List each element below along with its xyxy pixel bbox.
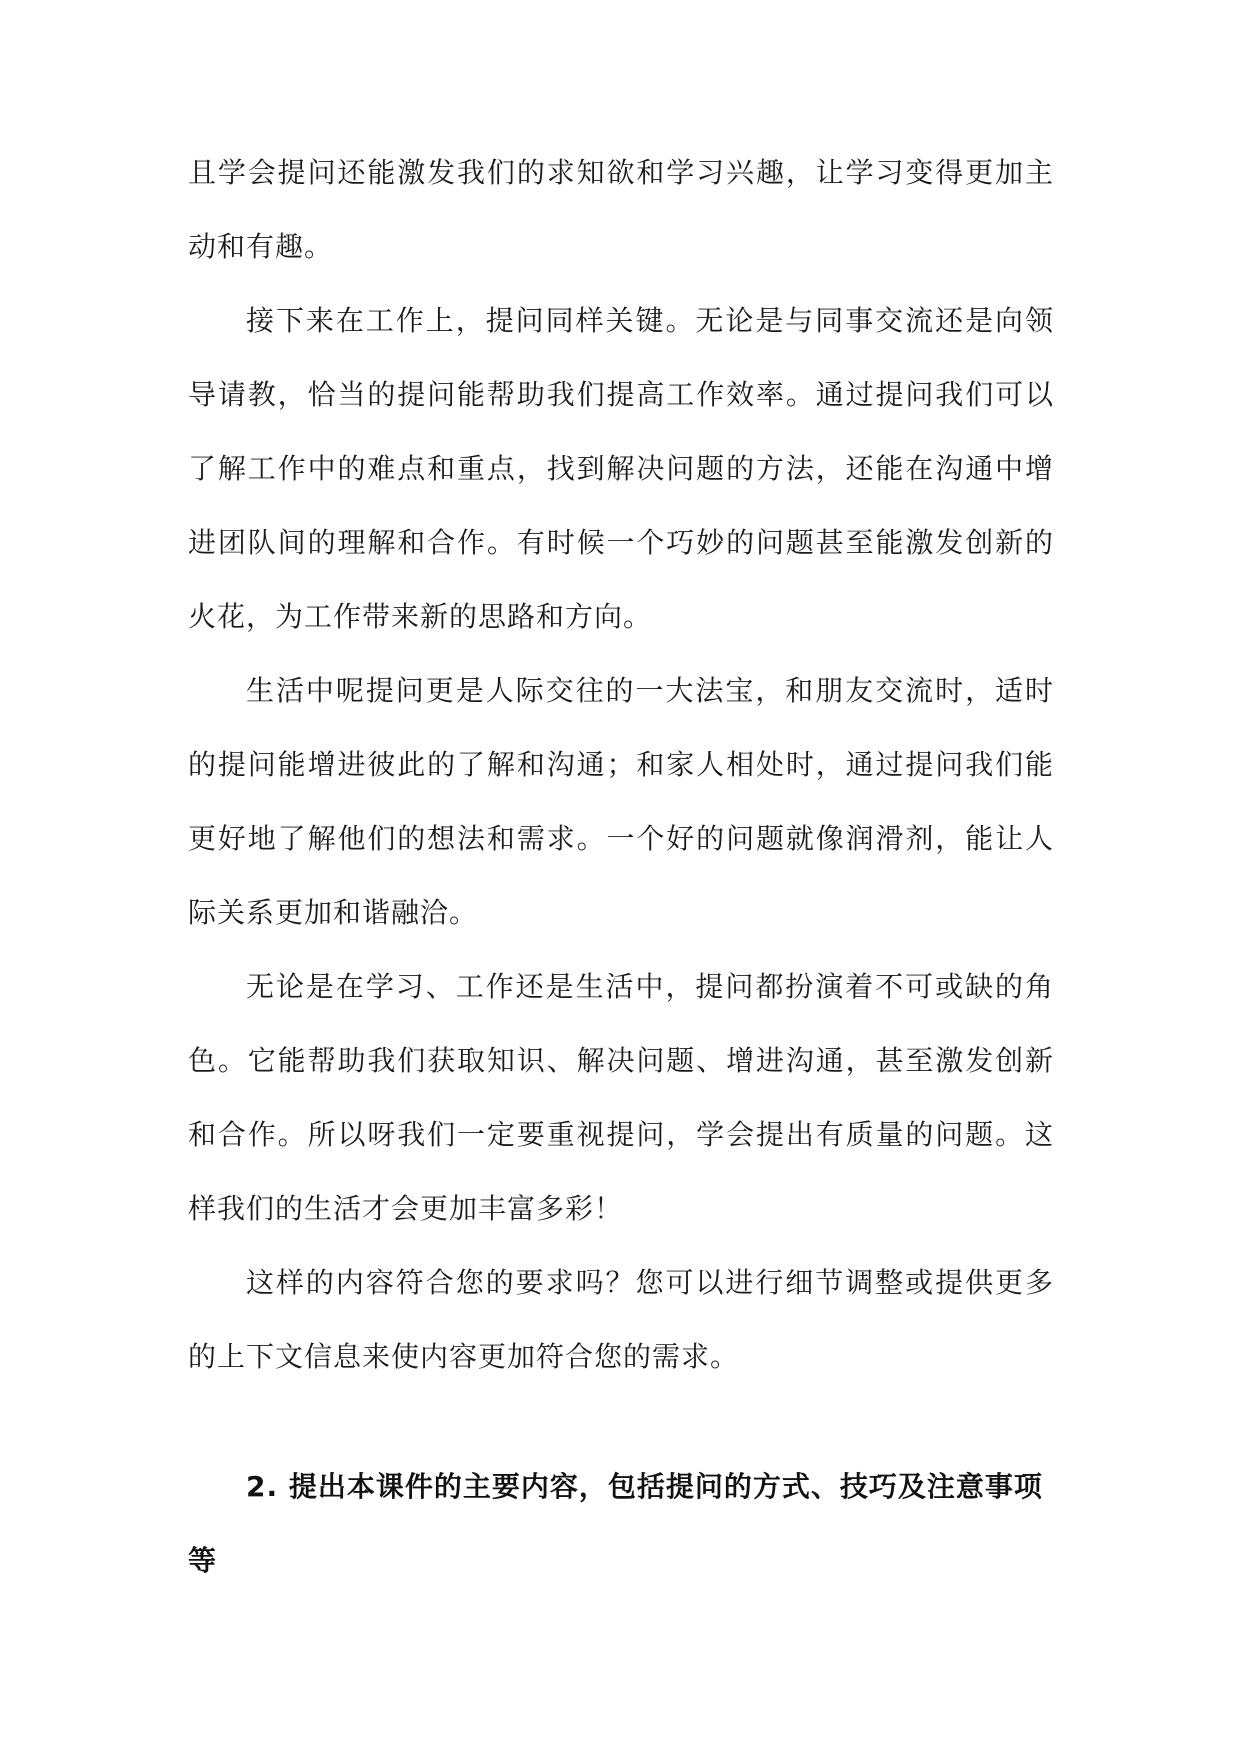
- section-heading: 2. 提出本课件的主要内容，包括提问的方式、技巧及注意事项等: [188, 1470, 1043, 1577]
- paragraph-life: 生活中呢提问更是人际交往的一大法宝，和朋友交流时，适时的提问能增进彼此的了解和沟通；和家人相处时，通过提问我们能更好地了解他们的想法和需求。一个好的问题就像润滑剂，能让人际关系更加和谐融洽。: [188, 674, 1054, 929]
- paragraph-continuation: 且学会提问还能激发我们的求知欲和学习兴趣，让学习变得更加主动和有趣。: [188, 156, 1054, 263]
- document-body: [188, 136, 1054, 1626]
- paragraph-work: 接下来在工作上，提问同样关键。无论是与同事交流还是向领导请教，恰当的提问能帮助我们提高工作效率。通过提问我们可以了解工作中的难点和重点，找到解决问题的方法，还能在沟通中增进团队间的理解和合作。有时候一个巧妙的问题甚至能激发创新的火花，为工作带来新的思路和方向。: [188, 304, 1054, 633]
- paragraph-summary: 无论是在学习、工作还是生活中，提问都扮演着不可或缺的角色。它能帮助我们获取知识、解决问题、增进沟通，甚至激发创新和合作。所以呀我们一定要重视提问，学会提出有质量的问题。这样我们的生活才会更加丰富多彩！: [188, 970, 1054, 1225]
- paragraph-closing-question: 这样的内容符合您的要求吗？您可以进行细节调整或提供更多的上下文信息来使内容更加符合您的需求。: [188, 1266, 1054, 1373]
